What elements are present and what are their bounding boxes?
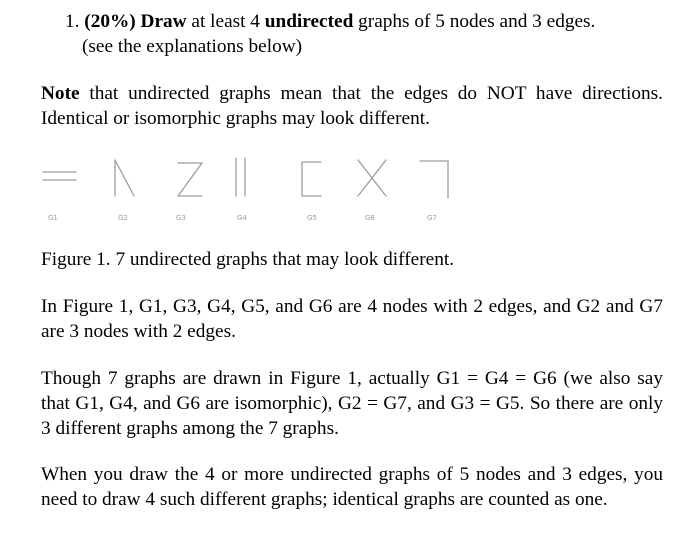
graph-g2 [115, 160, 134, 196]
graph-g5 [302, 162, 321, 196]
figure-caption: Figure 1. 7 undirected graphs that may look different. [41, 249, 455, 270]
paragraph-isomorphic-explanation: Though 7 graphs are drawn in Figure 1, actually G1 = G4 = G6 (we also say that G1, G4, and G6 are isomorphic), G2 = G7, and G3 = G5. So there are only 3 different graphs among the 7 graphs. [41, 368, 663, 439]
graph-label-g1: G1 [48, 214, 58, 222]
graph-label-g4: G4 [237, 214, 247, 222]
graph-g4 [236, 158, 245, 196]
note-paragraph [41, 81, 663, 131]
note-bold: Note [41, 83, 80, 104]
paragraph-figure1-description: In Figure 1, G1, G3, G4, G5, and G6 are 4 nodes with 2 edges, and G2 and G7 are 3 nodes with 2 edges. [41, 296, 663, 342]
graph-g3 [178, 163, 202, 196]
question-percent: (20%) [84, 11, 136, 32]
question-text-a: at least 4 [186, 11, 265, 32]
question-1 [65, 9, 665, 59]
graph-label-g7: G7 [427, 214, 437, 222]
graph-g6 [358, 160, 386, 196]
question-text-b: graphs of 5 nodes and 3 edges. [353, 11, 596, 32]
question-line2: (see the explanations below) [82, 36, 303, 57]
graph-g7 [420, 161, 448, 198]
note-text: that undirected graphs mean that the edges do NOT have directions. Identical or isomorphic graphs may look different. [41, 83, 663, 129]
graph-label-g6: G6 [365, 214, 375, 222]
paragraph-drawing-instructions: When you draw the 4 or more undirected graphs of 5 nodes and 3 edges, you need to draw 4 such different graphs; identical graphs are counted as one. [41, 464, 663, 510]
figure-1-graphs [30, 148, 470, 230]
question-number: 1. [65, 11, 80, 32]
graph-label-g3: G3 [176, 214, 186, 222]
graph-g1 [43, 172, 76, 180]
question-undirected-word: undirected [264, 11, 354, 32]
graph-label-g2: G2 [118, 214, 128, 222]
question-draw-word: Draw [140, 11, 187, 32]
graph-label-g5: G5 [307, 214, 317, 222]
